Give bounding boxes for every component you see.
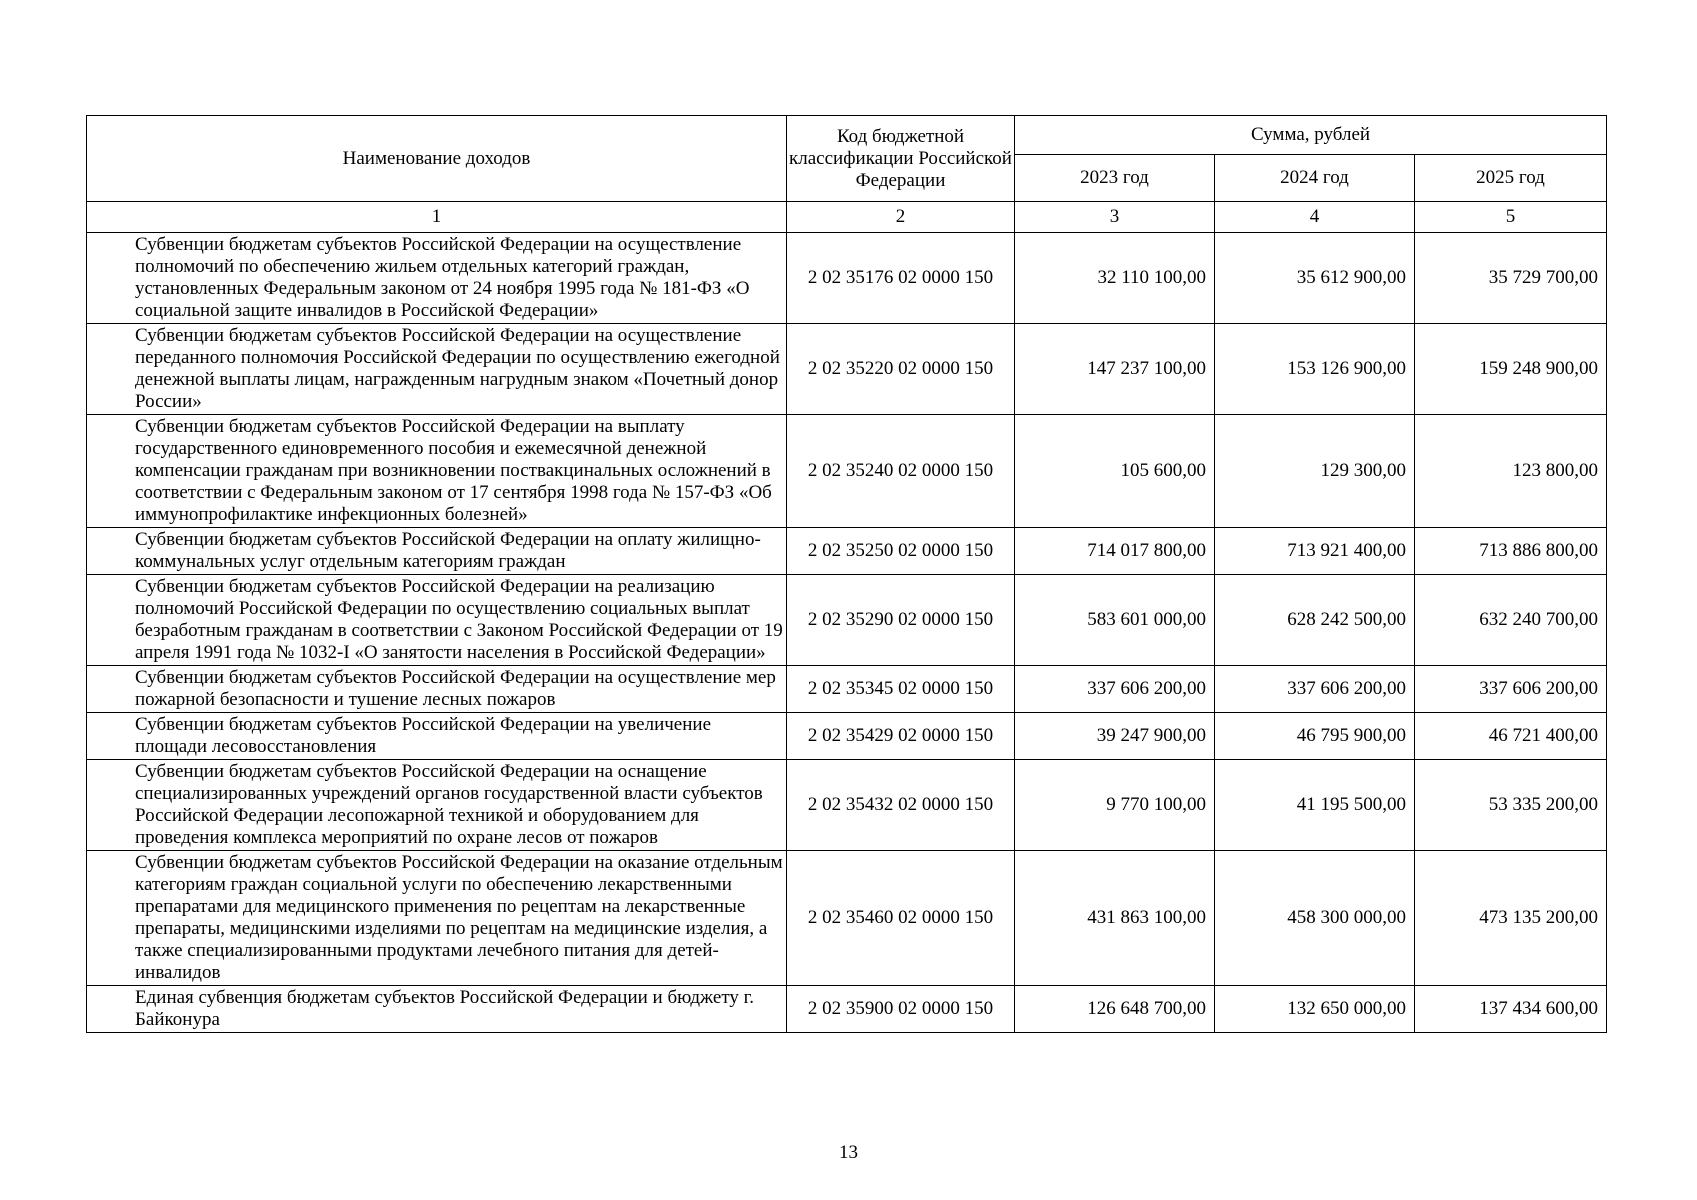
budget-code: 2 02 35432 02 0000 150 [787,760,1015,851]
column-numbers-row [87,202,1607,233]
amount-2023: 126 648 700,00 [1015,986,1215,1033]
budget-code: 2 02 35250 02 0000 150 [787,528,1015,575]
table-row [87,575,1607,666]
amount-2023: 39 247 900,00 [1015,713,1215,760]
amount-2024: 129 300,00 [1215,415,1415,528]
revenue-name: Субвенции бюджетам субъектов Российской Федерации на оказание отдельным категориям граждан социальной услуги по обеспечению лекарственными препаратами для медицинского применения по рецептам на лекарственные препараты, медицинскими изделиями по рецептам на медицинские изделия, а также специализированными продуктами лечебного питания для детей-инвалидов [87,851,787,986]
header-year-2025: 2025 год [1415,155,1607,202]
header-budget-code: Код бюджетной классификации Российской Федерации [787,116,1015,202]
header-year-2024: 2024 год [1215,155,1415,202]
budget-code: 2 02 35220 02 0000 150 [787,324,1015,415]
budget-code: 2 02 35429 02 0000 150 [787,713,1015,760]
amount-2025: 53 335 200,00 [1415,760,1607,851]
budget-code: 2 02 35290 02 0000 150 [787,575,1015,666]
table-row [87,851,1607,986]
table-row [87,233,1607,324]
amount-2024: 458 300 000,00 [1215,851,1415,986]
page-number: 13 [839,1142,858,1163]
column-number: 5 [1415,202,1607,233]
amount-2024: 713 921 400,00 [1215,528,1415,575]
revenue-name: Субвенции бюджетам субъектов Российской Федерации на осуществление полномочий по обеспечению жильем отдельных категорий граждан, установленных Федеральным законом от 24 ноября 1995 года № 181-ФЗ «О социальной защите инвалидов в Российской Федерации» [87,233,787,324]
amount-2023: 714 017 800,00 [1015,528,1215,575]
amount-2025: 337 606 200,00 [1415,666,1607,713]
column-number: 1 [87,202,787,233]
column-number: 4 [1215,202,1415,233]
amount-2023: 583 601 000,00 [1015,575,1215,666]
revenue-name: Субвенции бюджетам субъектов Российской Федерации на выплату государственного единовременного пособия и ежемесячной денежной компенсации гражданам при возникновении поствакцинальных осложнений в соответствии с Федеральным законом от 17 сентября 1998 года № 157-ФЗ «Об иммунопрофилактике инфекционных болезней» [87,415,787,528]
header-year-2023: 2023 год [1015,155,1215,202]
revenue-name: Субвенции бюджетам субъектов Российской Федерации на оплату жилищно-коммунальных услуг отдельным категориям граждан [87,528,787,575]
table-row [87,713,1607,760]
amount-2025: 713 886 800,00 [1415,528,1607,575]
column-number: 2 [787,202,1015,233]
amount-2023: 337 606 200,00 [1015,666,1215,713]
column-number: 3 [1015,202,1215,233]
amount-2024: 153 126 900,00 [1215,324,1415,415]
table-row [87,986,1607,1033]
amount-2025: 35 729 700,00 [1415,233,1607,324]
amount-2024: 337 606 200,00 [1215,666,1415,713]
amount-2024: 132 650 000,00 [1215,986,1415,1033]
revenue-name: Субвенции бюджетам субъектов Российской Федерации на реализацию полномочий Российской Федерации по осуществлению социальных выплат безработным гражданам в соответствии с Законом Российской Федерации от 19 апреля 1991 года № 1032-I «О занятости населения в Российской Федерации» [87,575,787,666]
amount-2023: 431 863 100,00 [1015,851,1215,986]
amount-2024: 628 242 500,00 [1215,575,1415,666]
amount-2023: 147 237 100,00 [1015,324,1215,415]
amount-2025: 46 721 400,00 [1415,713,1607,760]
amount-2025: 473 135 200,00 [1415,851,1607,986]
header-revenue-name: Наименование доходов [87,116,787,202]
revenue-name: Субвенции бюджетам субъектов Российской Федерации на оснащение специализированных учреждений органов государственной власти субъектов Российской Федерации лесопожарной техникой и оборудованием для проведения комплекса мероприятий по охране лесов от пожаров [87,760,787,851]
budget-code: 2 02 35176 02 0000 150 [787,233,1015,324]
budget-code: 2 02 35460 02 0000 150 [787,851,1015,986]
amount-2025: 159 248 900,00 [1415,324,1607,415]
table-row [87,324,1607,415]
amount-2024: 35 612 900,00 [1215,233,1415,324]
amount-2023: 105 600,00 [1015,415,1215,528]
table-row [87,415,1607,528]
amount-2023: 9 770 100,00 [1015,760,1215,851]
amount-2025: 123 800,00 [1415,415,1607,528]
amount-2025: 137 434 600,00 [1415,986,1607,1033]
budget-code: 2 02 35240 02 0000 150 [787,415,1015,528]
header-sum: Сумма, рублей [1015,116,1607,155]
amount-2023: 32 110 100,00 [1015,233,1215,324]
revenue-name: Субвенции бюджетам субъектов Российской Федерации на осуществление переданного полномочия Российской Федерации по осуществлению ежегодной денежной выплаты лицам, награжденным нагрудным знаком «Почетный донор России» [87,324,787,415]
table-row [87,760,1607,851]
revenue-name: Субвенции бюджетам субъектов Российской Федерации на увеличение площади лесовосстановления [87,713,787,760]
budget-code: 2 02 35900 02 0000 150 [787,986,1015,1033]
amount-2024: 41 195 500,00 [1215,760,1415,851]
revenue-table [86,115,1607,1033]
table-row [87,528,1607,575]
budget-code: 2 02 35345 02 0000 150 [787,666,1015,713]
amount-2025: 632 240 700,00 [1415,575,1607,666]
amount-2024: 46 795 900,00 [1215,713,1415,760]
revenue-name: Субвенции бюджетам субъектов Российской Федерации на осуществление мер пожарной безопасности и тушение лесных пожаров [87,666,787,713]
table-row [87,666,1607,713]
revenue-name: Единая субвенция бюджетам субъектов Российской Федерации и бюджету г. Байконура [87,986,787,1033]
